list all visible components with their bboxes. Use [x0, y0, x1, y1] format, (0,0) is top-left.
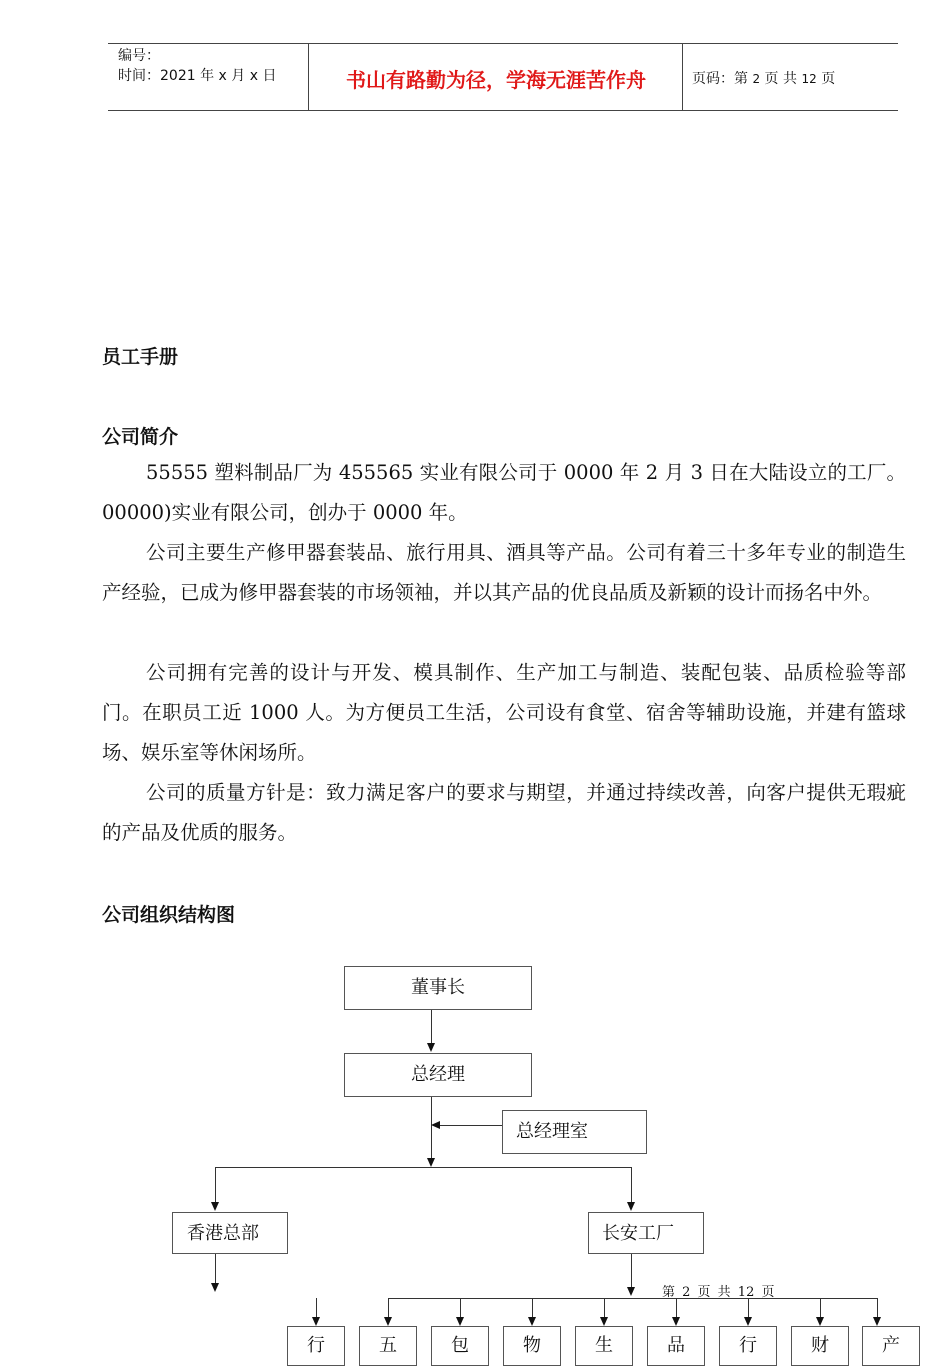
arrow-down-icon [312, 1317, 320, 1326]
org-box-gm-office [502, 1110, 647, 1154]
connector-chairman-gm [431, 1010, 432, 1044]
arrow-down-icon [211, 1283, 219, 1292]
org-box-general-manager [344, 1053, 532, 1097]
arrow-down-icon [744, 1317, 752, 1326]
paragraph-4: 公司的质量方针是：致力满足客户的要求与期望，并通过持续改善，向客户提供无瑕疵的产品及优质的服务。 [102, 781, 906, 844]
dept-connector [532, 1298, 533, 1318]
arrow-down-icon [627, 1287, 635, 1296]
page-current: 2 [752, 72, 761, 86]
org-label-chairman: 董事长 [411, 977, 465, 998]
dept-connector [748, 1298, 749, 1318]
org-label-changan-factory: 长安工厂 [602, 1223, 674, 1244]
dept-connector [316, 1298, 317, 1318]
connector-changan-down [631, 1254, 632, 1288]
header-motto: 书山有路勤为径，学海无涯苦作舟 [346, 68, 646, 92]
header-divider-2 [682, 44, 683, 111]
connector-office-gm [440, 1125, 502, 1126]
header-bottom-rule [108, 110, 898, 111]
header-meta [118, 46, 276, 86]
header-time: 时间：2021 年 x 月 x 日 [118, 68, 277, 84]
page-label: 页码：第 [692, 71, 748, 87]
page-footer: 第 2 页 共 12 页 [662, 1285, 775, 1300]
dept-connector [388, 1298, 389, 1318]
dept-box: 产 [862, 1326, 920, 1366]
arrow-down-icon [211, 1202, 219, 1211]
arrow-down-icon [528, 1317, 536, 1326]
dept-box: 五 [359, 1326, 417, 1366]
header-page-number [692, 68, 835, 88]
arrow-left-icon [431, 1121, 440, 1129]
page-end: 页 [821, 71, 836, 87]
connector-departments [388, 1298, 878, 1299]
dept-box: 物 [503, 1326, 561, 1366]
connector-to-changan [631, 1167, 632, 1203]
paragraph-1: 55555 塑料制品厂为 455565 实业有限公司于 0000 年 2 月 3 日在大陆设立的工厂。00000)实业有限公司，创办于 0000 年。 [102, 461, 906, 524]
dept-connector [877, 1298, 878, 1318]
dept-connector [604, 1298, 605, 1318]
dept-box: 生 [575, 1326, 633, 1366]
org-label-general-manager: 总经理 [411, 1064, 465, 1085]
org-box-chairman [344, 966, 532, 1010]
arrow-down-icon [672, 1317, 680, 1326]
connector-to-hk [215, 1167, 216, 1203]
page-mid: 页 共 [764, 71, 797, 87]
dept-connector [820, 1298, 821, 1318]
page-total: 12 [801, 72, 817, 86]
org-label-hk-hq: 香港总部 [187, 1223, 259, 1244]
arrow-down-icon [427, 1043, 435, 1052]
header-divider-1 [308, 44, 309, 111]
arrow-down-icon [816, 1317, 824, 1326]
document-title: 员工手册 [102, 346, 179, 368]
connector-branch [215, 1167, 632, 1168]
org-box-changan-factory [588, 1212, 704, 1254]
arrow-down-icon [600, 1317, 608, 1326]
dept-box: 行 [719, 1326, 777, 1366]
paragraph-3: 公司拥有完善的设计与开发、模具制作、生产加工与制造、装配包装、品质检验等部门。在职员工近 1000 人。为方便员工生活，公司设有食堂、宿舍等辅助设施，并建有篮球场、娱乐室等休闲场所。 [102, 661, 906, 764]
arrow-down-icon [627, 1202, 635, 1211]
connector-hk-down [215, 1254, 216, 1284]
dept-box: 行 [287, 1326, 345, 1366]
dept-connector [460, 1298, 461, 1318]
org-box-hk-hq [172, 1212, 288, 1254]
dept-box: 品 [647, 1326, 705, 1366]
dept-box: 财 [791, 1326, 849, 1366]
arrow-down-icon [384, 1317, 392, 1326]
paragraph-2: 公司主要生产修甲器套装品、旅行用具、酒具等产品。公司有着三十多年专业的制造生产经验，已成为修甲器套装的市场领袖，并以其产品的优良品质及新颖的设计而扬名中外。 [102, 541, 906, 604]
arrow-down-icon [456, 1317, 464, 1326]
header-top-rule [108, 43, 898, 44]
dept-box: 包 [431, 1326, 489, 1366]
dept-connector [676, 1298, 677, 1318]
arrow-down-icon [427, 1158, 435, 1167]
section-company-intro: 公司简介 [102, 426, 179, 448]
section-org-chart: 公司组织结构图 [102, 904, 236, 926]
arrow-down-icon [873, 1317, 881, 1326]
header-number: 编号： [118, 48, 160, 64]
org-label-gm-office: 总经理室 [516, 1121, 588, 1142]
